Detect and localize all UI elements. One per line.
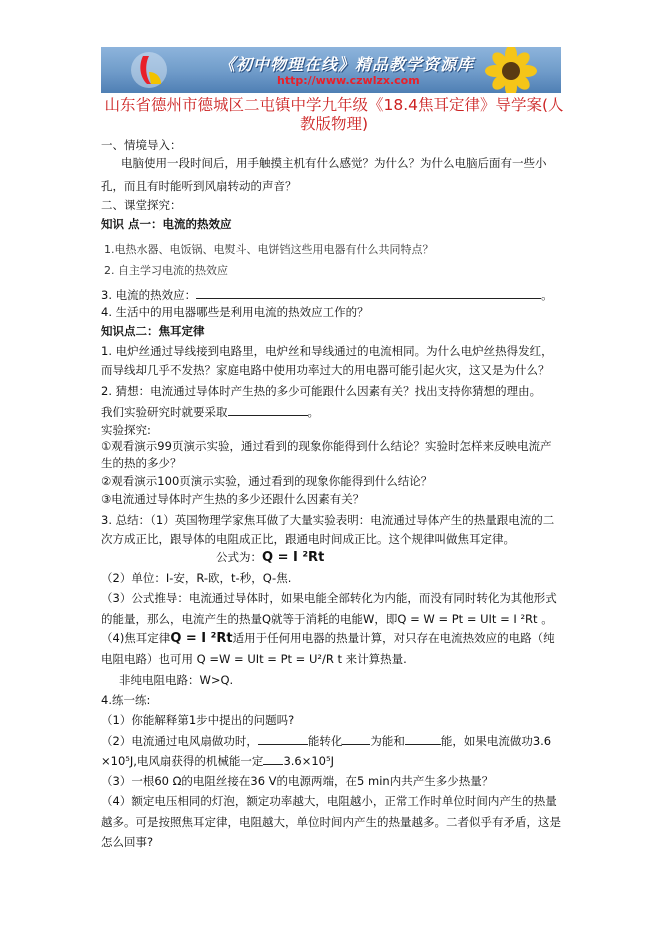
practice-4-line2: 越多。可是按照焦耳定律，电阻越大，单位时间内产生的热量越多。二者似乎有矛盾，这是 xyxy=(101,815,561,829)
formula-line xyxy=(216,549,324,566)
document-title: 山东省德州市德城区二屯镇中学九年级《18.4焦耳定律》导学案(人教版物理) xyxy=(104,96,564,133)
application-label: （4)焦耳定律 xyxy=(101,631,171,645)
units-line: （2）单位：I-安，R-欧，t-秒，Q-焦. xyxy=(101,571,292,585)
derivation-line2: 的能量，那么，电流产生的热量Q就等于消耗的电能W，即Q = W = Pt = UIt = I ²Rt 。 xyxy=(101,612,553,626)
answer-blank[interactable] xyxy=(228,403,308,416)
sunflower-image xyxy=(471,47,551,93)
header-banner xyxy=(101,47,561,93)
application-line1 xyxy=(101,630,555,647)
kp2-paragraph-1-line2: 而导线却几乎不发热？家庭电路中使用功率过大的用电器可能引起火灾，这又是为什么？ xyxy=(101,363,550,377)
question-3-end: 。 xyxy=(541,288,553,302)
joule-formula-inline: Q = I ²Rt xyxy=(170,631,233,646)
experiment-2: ②观看演示100页演示实验，通过看到的现象你能得到什么结论？ xyxy=(101,474,433,488)
answer-blank[interactable] xyxy=(405,732,441,745)
derivation-line1: （3）公式推导：电流通过导体时，如果电能全部转化为内能，而没有同时转化为其他形式 xyxy=(101,591,557,605)
practice-1: （1）你能解释第1步中提出的问题吗? xyxy=(101,713,295,727)
answer-blank[interactable] xyxy=(258,732,308,745)
banner-url[interactable]: http://www.czwlzx.com xyxy=(277,74,420,87)
kp2-paragraph-2b-end: 。 xyxy=(307,405,319,419)
section-heading-1: 一、情境导入： xyxy=(101,138,182,152)
experiment-1-line1: ①观看演示99页演示实验，通过看到的现象你能得到什么结论？实验时怎样来反映电流产 xyxy=(101,439,552,453)
application-text: 适用于任何用电器的热量计算，对只存在电流热效应的电路（纯 xyxy=(232,631,555,645)
non-pure-resistance: 非纯电阻电路：W>Q. xyxy=(119,673,234,687)
question-4: 4. 生活中的用电器哪些是利用电流的热效应工作的？ xyxy=(101,305,369,319)
practice-4-line1: （4）额定电压相同的灯泡，额定功率越大，电阻越小，正常工作时单位时间内产生的热量 xyxy=(101,794,557,808)
practice-3: （3）一根60 Ω的电阻丝接在36 V的电源两端，在5 min内共产生多少热量？ xyxy=(101,774,494,788)
formula-label: 公式为： xyxy=(216,550,262,564)
knowledge-point-1-question-2: 2. 自主学习电流的热效应 xyxy=(104,264,228,277)
practice-2-text-c: 为能和 xyxy=(370,734,405,748)
application-line2: 电阻电路）也可用 Q =W = UIt = Pt = U²/R t 来计算热量. xyxy=(101,652,407,666)
answer-blank[interactable] xyxy=(342,732,370,745)
site-logo-icon xyxy=(129,50,169,90)
joule-formula: Q = I ²Rt xyxy=(262,550,325,565)
knowledge-point-1-heading: 知识 点一：电流的热效应 xyxy=(101,217,232,231)
practice-2-text-b: 能转化 xyxy=(307,734,343,748)
kp2-paragraph-2b-text: 我们实验研究时就要采取 xyxy=(101,405,228,419)
experiment-heading: 实验探究: xyxy=(101,423,151,437)
kp2-paragraph-2b xyxy=(101,403,319,420)
answer-blank[interactable] xyxy=(196,286,541,299)
knowledge-point-1-question-1: 1.电热水器、电饭锅、电熨斗、电饼铛这些用电器有什么共同特点？ xyxy=(104,243,434,256)
practice-4-line3: 怎么回事? xyxy=(101,835,154,849)
practice-2-text-d: 能，如果电流做功3.6 xyxy=(440,734,552,748)
kp2-paragraph-1-line1: 1. 电炉丝通过导线接到电路里，电炉丝和导线通过的电流相同。为什么电炉丝热得发红， xyxy=(101,344,553,358)
summary-line1: 3. 总结：（1）英国物理学家焦耳做了大量实验表明：电流通过导体产生的热量跟电流的二 xyxy=(101,513,555,527)
knowledge-point-2-heading: 知识点二：焦耳定律 xyxy=(101,324,205,338)
banner-title: 《初中物理在线》精品教学资源库 xyxy=(219,55,475,74)
practice-2-text-f: 3.6×10⁵J xyxy=(283,754,334,768)
paragraph-intro-line2: 孔，而且有时能听到风扇转动的声音？ xyxy=(101,179,297,193)
question-3-label: 3. 电流的热效应： xyxy=(101,288,197,302)
practice-2-line2 xyxy=(101,752,334,769)
experiment-3: ③电流通过导体时产生热的多少还跟什么因素有关？ xyxy=(101,492,365,506)
paragraph-intro-line1: 电脑使用一段时间后，用手触摸主机有什么感觉？为什么？为什么电脑后面有一些小 xyxy=(121,156,547,170)
practice-heading: 4.练一练: xyxy=(101,693,151,707)
answer-blank[interactable] xyxy=(263,752,283,765)
experiment-1-line2: 生的热的多少？ xyxy=(101,456,182,470)
kp2-paragraph-2: 2. 猜想：电流通过导体时产生热的多少可能跟什么因素有关？找出支持你猜想的理由。 xyxy=(101,384,542,398)
practice-2-text-e: ×10⁵J,电风扇获得的机械能一定 xyxy=(101,754,264,768)
summary-line2: 次方成正比，跟导体的电阻成正比，跟通电时间成正比。这个规律叫做焦耳定律。 xyxy=(101,532,515,546)
practice-2-text-a: （2）电流通过电风扇做功时， xyxy=(101,734,258,748)
section-heading-2: 二、课堂探究： xyxy=(101,198,182,212)
practice-2-line1 xyxy=(101,732,551,749)
question-3 xyxy=(101,286,553,303)
